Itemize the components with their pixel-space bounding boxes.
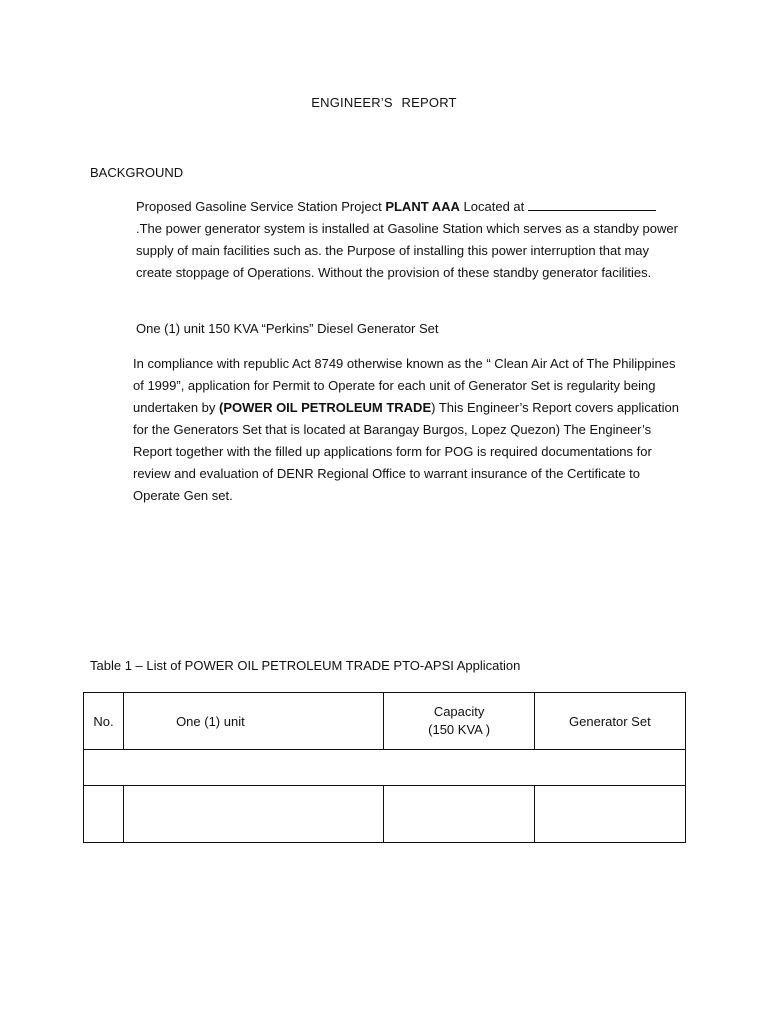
table-spacer-row bbox=[84, 750, 686, 786]
paragraph-generator-unit: One (1) unit 150 KVA “Perkins” Diesel Generator Set bbox=[136, 321, 439, 336]
para1-body: .The power generator system is installed at Gasoline Station which serves as a standby power supply of main facilities such as. the Purpose of installing this power interruption that may create stoppage of Operations. Without the provision of these standby generator facilities. bbox=[136, 221, 678, 280]
company-name: (POWER OIL PETROLEUM TRADE bbox=[219, 400, 432, 415]
report-title: ENGINEER’S REPORT bbox=[311, 95, 457, 110]
para3-intro: In compliance with republic Act 8749 otherwise known as the “ Clean Air Act of The Philippines of 1999”, application for Permit to Operate for each unit of Generator Set is regularity being undertaken by bbox=[133, 356, 676, 415]
header-capacity bbox=[384, 693, 534, 750]
header-capacity-value: (150 KVA ) bbox=[428, 722, 491, 737]
plant-name: PLANT AAA bbox=[385, 199, 460, 214]
para3-body: ) This Engineer’s Report covers application for the Generators Set that is located at Barangay Burgos, Lopez Quezon) The Engineer’s Report together with the filled up applications form for POG is required documentations for review and evaluation of DENR Regional Office to warrant insurance of the Certificate to Operate Gen set. bbox=[133, 400, 679, 503]
row-generator-cell bbox=[534, 786, 685, 843]
application-table bbox=[83, 692, 686, 843]
header-unit: One (1) unit bbox=[124, 693, 384, 750]
section-heading-background: BACKGROUND bbox=[90, 165, 184, 180]
header-generator: Generator Set bbox=[534, 693, 685, 750]
row-unit-cell bbox=[124, 786, 384, 843]
para1-located-at: Located at bbox=[459, 199, 525, 214]
table-header-row bbox=[84, 693, 686, 750]
para1-intro: Proposed Gasoline Service Station Project bbox=[136, 199, 386, 214]
table-row bbox=[84, 786, 686, 843]
header-no: No. bbox=[84, 693, 124, 750]
location-blank-line bbox=[528, 197, 656, 211]
table-caption: Table 1 – List of POWER OIL PETROLEUM TRADE PTO-APSI Application bbox=[90, 658, 521, 673]
row-no-cell bbox=[84, 786, 124, 843]
paragraph-compliance bbox=[133, 353, 683, 507]
row-capacity-cell bbox=[384, 786, 534, 843]
paragraph-project-description bbox=[136, 196, 681, 284]
table-spacer-cell bbox=[84, 750, 686, 786]
header-capacity-label: Capacity bbox=[433, 704, 485, 719]
table-container bbox=[83, 692, 686, 843]
